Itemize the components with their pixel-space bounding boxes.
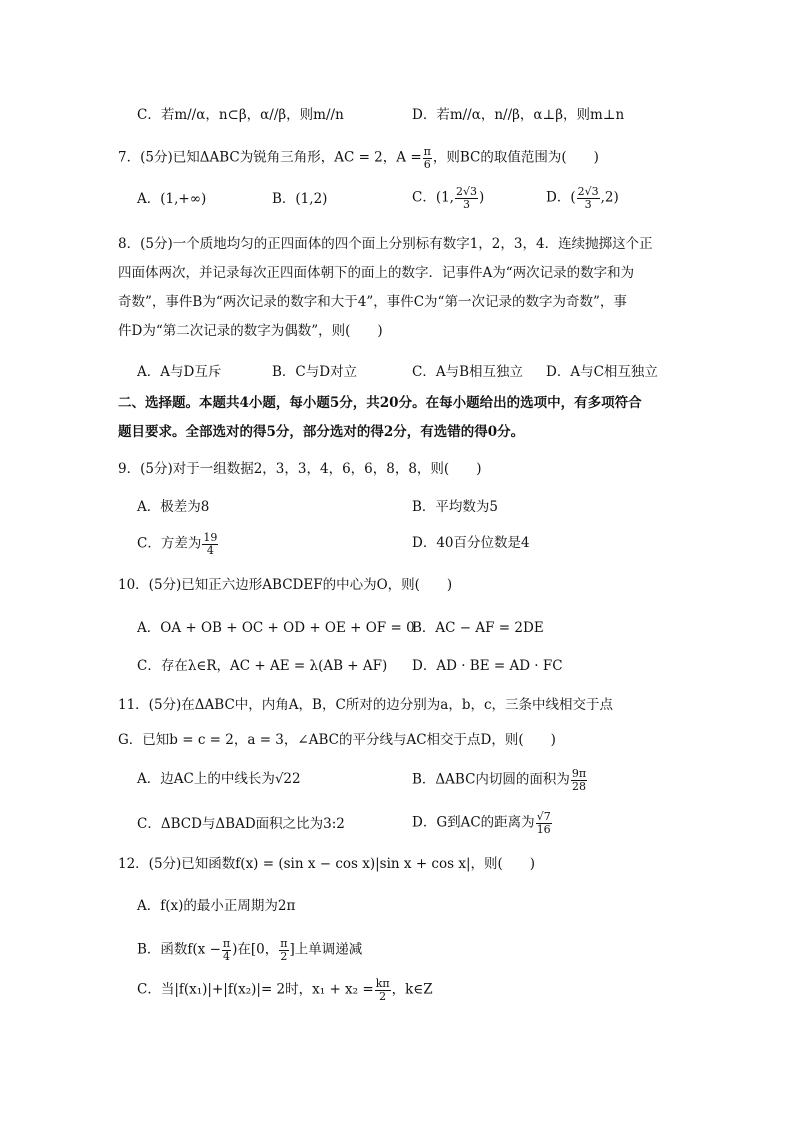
q12-option-a: A．f(x)的最小正周期为2π [137,898,296,914]
q10-option-c: C．存在λ∈R，AC + AE = λ(AB + AF) [137,658,388,674]
q8-option-a: A．A与D互斥 [137,364,222,380]
q7-option-d: D．( $\frac{2√3}{3}$ ,2) [546,185,619,211]
q8-option-b: B．C与D对立 [272,364,358,380]
q9-option-a: A．极差为8 [137,499,210,515]
q8-line-2: 四面体两次，并记录每次正四面体朝下的面上的数字．记事件A为“两次记录的数字和为 [118,265,635,281]
q8-line-1: 8．(5分)一个质地均匀的正四面体的四个面上分别标有数字1，2，3，4．连续抛掷这个正 [118,236,653,252]
q7-option-c: C．(1, $\frac{2√3}{3}$ ) [412,185,485,211]
q7-stem: 7．(5分)已知ΔABC为锐角三角形，AC = 2，A = $\frac{\pi}{6}$ ，则BC的取值范围为( ) [118,145,599,171]
q12-option-c: C．当|f(x₁)|+|f(x₂)|= 2时，x₁ + x₂ = $\frac{k\pi}{2}$ ，k∈Z [137,977,433,1003]
q7-option-a: A．(1,+∞) [137,191,207,207]
q9-option-b: B．平均数为5 [412,499,499,515]
q9-option-c: C．方差为 $\frac{19}{4}$ [137,531,218,557]
q8-line-4: 件D为“第二次记录的数字为偶数”，则( ) [118,323,383,339]
q10-option-a: A．OA + OB + OC + OD + OE + OF = 0 [137,620,415,636]
q6-option-d: D．若m//α，n//β，α⊥β，则m⊥n [412,107,625,123]
q12-stem: 12．(5分)已知函数f(x) = (sin x − cos x)|sin x + cos x|，则( ) [118,856,536,872]
fraction-pi-over-6: $\frac{\pi}{6}$ [423,145,431,171]
q9-stem: 9．(5分)对于一组数据2，3，3，4，6，6，8，8，则( ) [118,461,482,477]
q7-option-b: B．(1,2) [272,191,328,207]
q8-line-3: 奇数”，事件B为“两次记录的数字和大于4”，事件C为“第一次记录的数字为奇数”，事 [118,294,627,310]
q11-option-d: D．G到AC的距离为 $\frac{√7}{16}$ [412,810,551,836]
q11-option-a: A．边AC上的中线长为√22 [137,771,301,787]
section-2-heading-line-1: 二、选择题。本题共4小题，每小题5分，共20分。在每小题给出的选项中，有多项符合 [118,395,642,411]
q8-option-d: D．A与C相互独立 [546,364,658,380]
q6-option-c: C．若m//α，n⊂β，α//β，则m//n [137,107,344,123]
q12-option-b: B．函数f(x − $\frac{\pi}{4}$ )在[0， $\frac{\pi}{2}$ ]上单调递减 [137,937,363,963]
q10-option-d: D．AD · BE = AD · FC [412,658,563,674]
q11-line-2: G．已知b = c = 2，a = 3，∠ABC的平分线与AC相交于点D，则( ) [118,732,556,748]
q10-stem: 10．(5分)已知正六边形ABCDEF的中心为O，则( ) [118,577,453,593]
q11-line-1: 11．(5分)在ΔABC中，内角A，B，C所对的边分别为a，b，c，三条中线相交于点 [118,697,614,713]
q10-option-b: B．AC − AF = 2DE [412,620,544,636]
q9-option-d: D．40百分位数是4 [412,535,530,551]
q11-option-b: B．ΔABC内切圆的面积为 $\frac{9\pi}{28}$ [412,767,587,793]
q11-option-c: C．ΔBCD与ΔBAD面积之比为3:2 [137,816,345,832]
section-2-heading-line-2: 题目要求。全部选对的得5分，部分选对的得2分，有选错的得0分。 [118,424,525,440]
q8-option-c: C．A与B相互独立 [412,364,523,380]
